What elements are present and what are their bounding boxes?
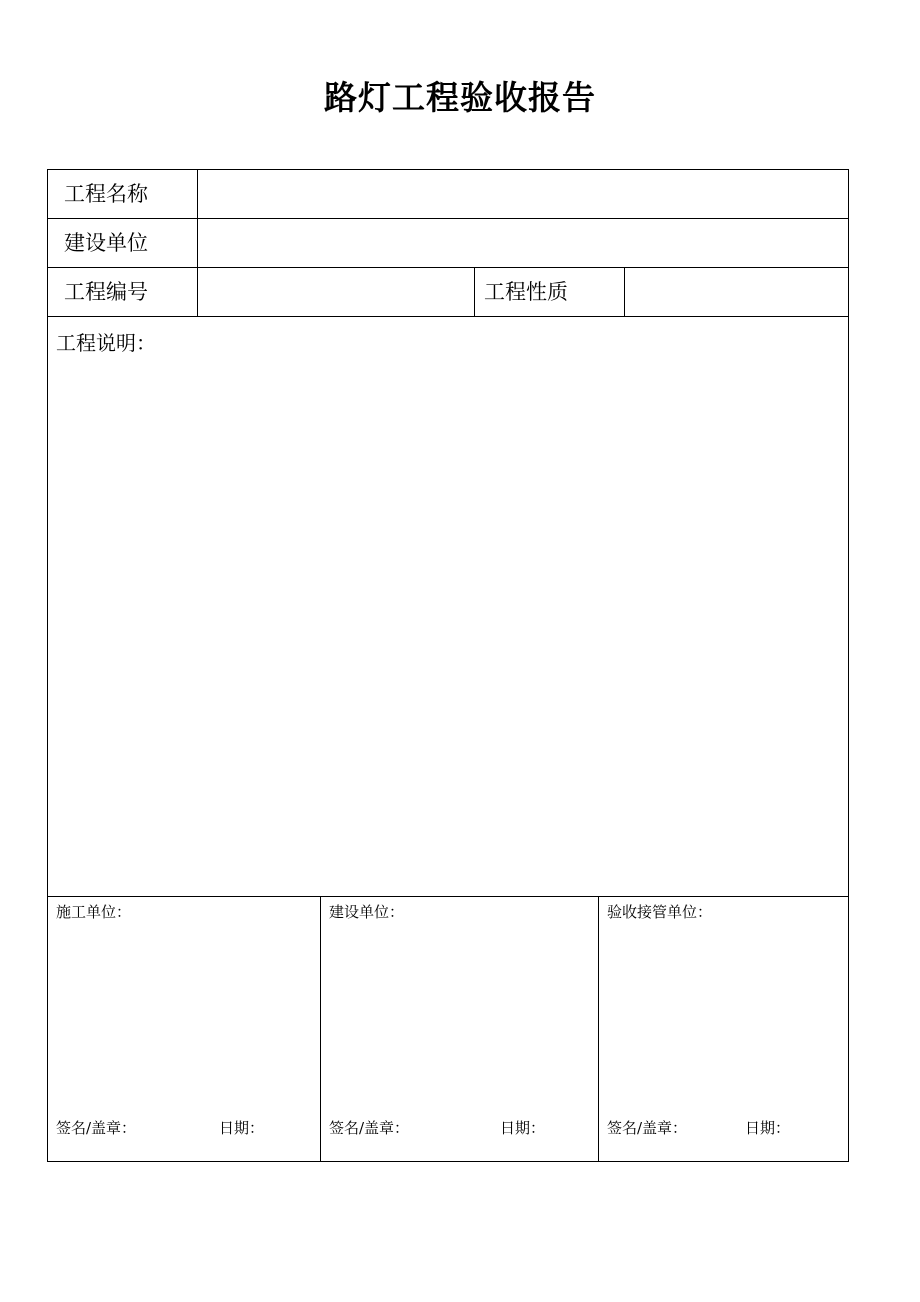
project-number-label: 工程编号 [64, 280, 148, 304]
project-nature-value [625, 280, 641, 304]
row-project-number [48, 268, 848, 317]
signature-section [48, 897, 848, 1161]
signature-block-contractor [48, 897, 320, 1161]
builder-sign-label: 签名/盖章： [329, 1119, 410, 1137]
project-number-value [198, 280, 214, 304]
project-name-label: 工程名称 [64, 182, 148, 206]
receiver-date-label: 日期： [745, 1119, 791, 1137]
receiver-unit-label: 验收接管单位： [607, 903, 713, 921]
project-number-field[interactable] [197, 268, 474, 316]
row-project-name [48, 170, 848, 219]
project-description-area[interactable] [48, 317, 848, 897]
project-name-value [198, 182, 214, 206]
project-nature-field[interactable] [624, 268, 848, 316]
page-title: 路灯工程验收报告 [324, 78, 596, 117]
receiver-sign-label: 签名/盖章： [607, 1119, 688, 1137]
builder-unit-label: 建设单位： [329, 903, 405, 921]
acceptance-form [47, 169, 849, 1162]
contractor-sign-label: 签名/盖章： [56, 1119, 137, 1137]
project-description-label: 工程说明： [56, 331, 156, 355]
contractor-unit-label: 施工单位： [56, 903, 132, 921]
signature-block-builder [320, 897, 598, 1161]
construction-unit-value [198, 231, 214, 255]
construction-unit-label: 建设单位 [64, 231, 148, 255]
builder-date-label: 日期： [500, 1119, 546, 1137]
contractor-date-label: 日期： [219, 1119, 265, 1137]
construction-unit-field[interactable] [197, 219, 848, 267]
signature-block-receiver [598, 897, 848, 1161]
project-nature-label: 工程性质 [474, 268, 624, 316]
row-construction-unit [48, 219, 848, 268]
project-name-field[interactable] [197, 170, 848, 218]
